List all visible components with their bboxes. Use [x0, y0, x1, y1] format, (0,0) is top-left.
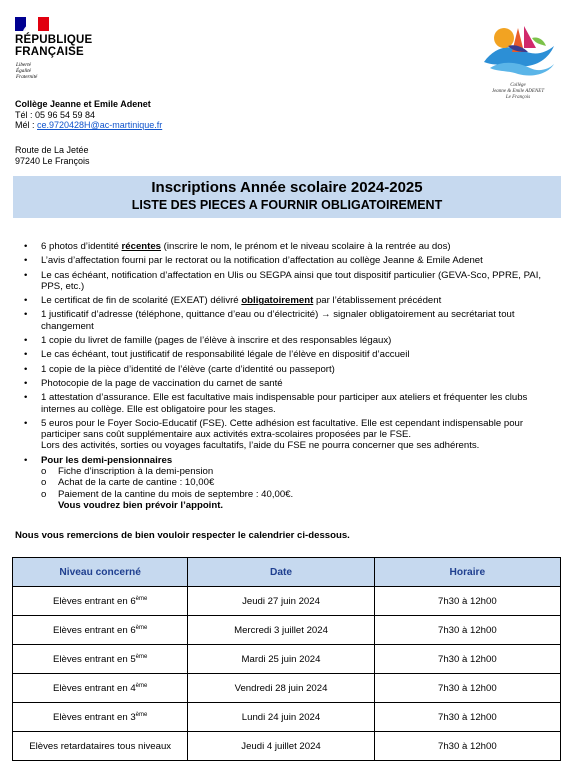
level-text: Elèves entrant en 3	[53, 711, 136, 723]
list-item	[24, 392, 552, 415]
circle-bullet-icon: o	[41, 477, 47, 489]
cell-time: 7h30 à 12h00	[374, 674, 560, 703]
list-emphasis: obligatoirement	[241, 295, 314, 307]
list-text: par l’établissement précédent	[313, 295, 442, 307]
cell-level	[13, 587, 188, 616]
bullet-icon: •	[24, 392, 28, 404]
documents-list	[24, 241, 552, 511]
calendar-table	[12, 557, 561, 761]
title-box	[13, 176, 561, 218]
circle-bullet-icon: o	[41, 466, 47, 478]
column-header-date: Date	[188, 558, 374, 587]
school-name: Collège Jeanne et Emile Adenet	[15, 99, 151, 109]
column-header-time: Horaire	[374, 558, 560, 587]
bullet-icon: •	[24, 417, 28, 429]
school-logo	[478, 18, 558, 100]
marianne-flag-icon	[15, 17, 49, 31]
list-text: 6 photos d’identité	[41, 241, 122, 252]
list-text: Photocopie de la page de vaccination du carnet de santé	[41, 377, 283, 389]
school-mail-line	[15, 120, 162, 131]
list-heading: Pour les demi-pensionnaires	[41, 454, 173, 466]
bullet-icon: •	[24, 255, 28, 267]
bullet-icon: •	[24, 454, 28, 466]
level-sup: ème	[135, 653, 148, 660]
list-text: Achat de la carte de cantine : 10,00€	[58, 477, 215, 489]
list-text: 1 justificatif d’adresse (téléphone, quittance d’eau ou d’électricité) → signaler obligatoirement au secrétariat tout changement	[41, 309, 515, 332]
bullet-icon: •	[24, 241, 28, 252]
bullet-icon: •	[24, 295, 28, 307]
list-item	[24, 364, 552, 375]
page-title: Inscriptions Année scolaire 2024-2025	[151, 179, 423, 196]
cell-level	[13, 645, 188, 674]
list-text: Le certificat de fin de scolarité (EXEAT) délivré	[41, 295, 242, 307]
cell-level	[13, 703, 188, 732]
list-emphasis: récentes	[121, 241, 162, 252]
list-item	[24, 255, 552, 266]
cell-date: Jeudi 27 juin 2024	[188, 587, 374, 616]
level-text: Elèves entrant en 4	[53, 682, 136, 694]
list-text: (inscrire le nom, le prénom et le niveau scolaire à la rentrée au dos)	[161, 241, 451, 252]
cell-level	[13, 732, 188, 761]
cell-time: 7h30 à 12h00	[374, 732, 560, 761]
list-text: 5 euros pour le Foyer Socio-Educatif (FSE). Cette adhésion est facultative. Elle est cependant indispensable pour participer sans coût supplémentaire aux activités extra-scolaires proposées par le FSE.	[41, 417, 524, 441]
list-text: L’avis d’affectation fourni par le rectorat ou la notification d’affectation au collège Jeanne & Emile Adenet	[41, 255, 483, 267]
cell-level	[13, 616, 188, 645]
list-text: Fiche d’inscription à la demi-pension	[58, 466, 214, 478]
cell-level	[13, 674, 188, 703]
motto-liberte: Liberté	[16, 62, 31, 68]
cell-time: 7h30 à 12h00	[374, 703, 560, 732]
list-item	[24, 270, 552, 293]
cell-date: Jeudi 4 juillet 2024	[188, 732, 374, 761]
school-logo-icon	[478, 18, 558, 78]
mail-label: Mél :	[15, 120, 38, 130]
cell-time: 7h30 à 12h00	[374, 616, 560, 645]
table-row	[13, 703, 561, 732]
bullet-icon: •	[24, 349, 28, 361]
logo-text-name: Jeanne & Emile ADENET	[491, 89, 545, 94]
list-item	[24, 455, 552, 511]
list-item	[24, 309, 552, 332]
contact-block	[15, 99, 162, 131]
level-text: Elèves entrant en 6	[53, 595, 136, 607]
level-text: Elèves retardataires tous niveaux	[29, 740, 172, 752]
level-text: Elèves entrant en 5	[53, 653, 136, 665]
logo-text-town: Le François	[505, 95, 531, 100]
bullet-icon: •	[24, 309, 28, 321]
cell-time: 7h30 à 12h00	[374, 587, 560, 616]
list-text: Le cas échéant, notification d’affectation en Ulis ou SEGPA ainsi que tout dispositif particulier (GEVA-Sco, PPRE, PAI, PPS, etc.)	[41, 269, 542, 292]
appointment-note: Vous voudrez bien prévoir l’appoint.	[58, 499, 224, 511]
column-header-level: Niveau concerné	[13, 558, 188, 587]
list-text: 1 copie de la pièce d’identité de l’élève (carte d’identité ou passeport)	[41, 363, 335, 375]
sub-list-item	[41, 477, 552, 488]
level-text: Elèves entrant en 6	[53, 624, 136, 636]
bullet-icon: •	[24, 335, 28, 347]
level-sup: ème	[135, 711, 148, 718]
page-subtitle: LISTE DES PIECES A FOURNIR OBLIGATOIREMENT	[131, 198, 443, 212]
republique-label: RÉPUBLIQUE	[15, 34, 93, 46]
school-phone: Tél : 05 96 54 59 84	[15, 109, 96, 120]
list-item	[24, 349, 552, 360]
cell-date: Lundi 24 juin 2024	[188, 703, 374, 732]
table-row	[13, 587, 561, 616]
cell-date: Vendredi 28 juin 2024	[188, 674, 374, 703]
address-block	[15, 145, 90, 166]
cell-date: Mardi 25 juin 2024	[188, 645, 374, 674]
bullet-icon: •	[24, 377, 28, 389]
level-sup: ème	[135, 624, 148, 631]
cell-date: Mercredi 3 juillet 2024	[188, 616, 374, 645]
cell-time: 7h30 à 12h00	[374, 645, 560, 674]
table-row	[13, 674, 561, 703]
level-sup: ème	[135, 682, 148, 689]
list-item	[24, 335, 552, 346]
logo-text-college: Collège	[510, 83, 526, 88]
motto-egalite: Égalité	[16, 68, 31, 74]
address-street: Route de La Jetée	[15, 145, 89, 155]
list-text: 1 attestation d’assurance. Elle est facultative mais indispensable pour participer aux ateliers et fréquenter les clubs internes au collège. Elle est obligatoire pour les stages.	[41, 392, 528, 415]
list-item	[24, 418, 552, 452]
address-city: 97240 Le François	[15, 155, 90, 166]
thanks-note: Nous vous remercions de bien vouloir respecter le calendrier ci-dessous.	[15, 530, 350, 541]
sub-list-item	[41, 466, 552, 477]
francaise-label: FRANÇAISE	[15, 46, 84, 58]
circle-bullet-icon: o	[41, 488, 47, 500]
bullet-icon: •	[24, 269, 28, 281]
sub-list	[41, 466, 552, 511]
level-sup: ème	[135, 595, 148, 602]
table-header-row	[13, 558, 561, 587]
list-item	[24, 378, 552, 389]
sub-list-item	[41, 489, 552, 512]
list-item	[24, 295, 552, 306]
list-text: 1 copie du livret de famille (pages de l’élève à inscrire et des responsables légaux)	[41, 335, 392, 347]
motto-fraternite: Fraternité	[16, 74, 38, 80]
list-item	[24, 241, 552, 252]
list-text: Le cas échéant, tout justificatif de responsabilité légale de l’élève en dispositif d’accueil	[41, 349, 410, 361]
bullet-icon: •	[24, 363, 28, 375]
table-row	[13, 732, 561, 761]
mail-link[interactable]: ce.9720428H@ac-martinique.fr	[37, 120, 163, 130]
table-row	[13, 616, 561, 645]
list-text: Paiement de la cantine du mois de septembre : 40,00€.	[58, 488, 294, 500]
table-row	[13, 645, 561, 674]
list-text: Lors des activités, sorties ou voyages facultatifs, l’aide du FSE ne pourra concerner que ses adhérents.	[41, 440, 480, 452]
